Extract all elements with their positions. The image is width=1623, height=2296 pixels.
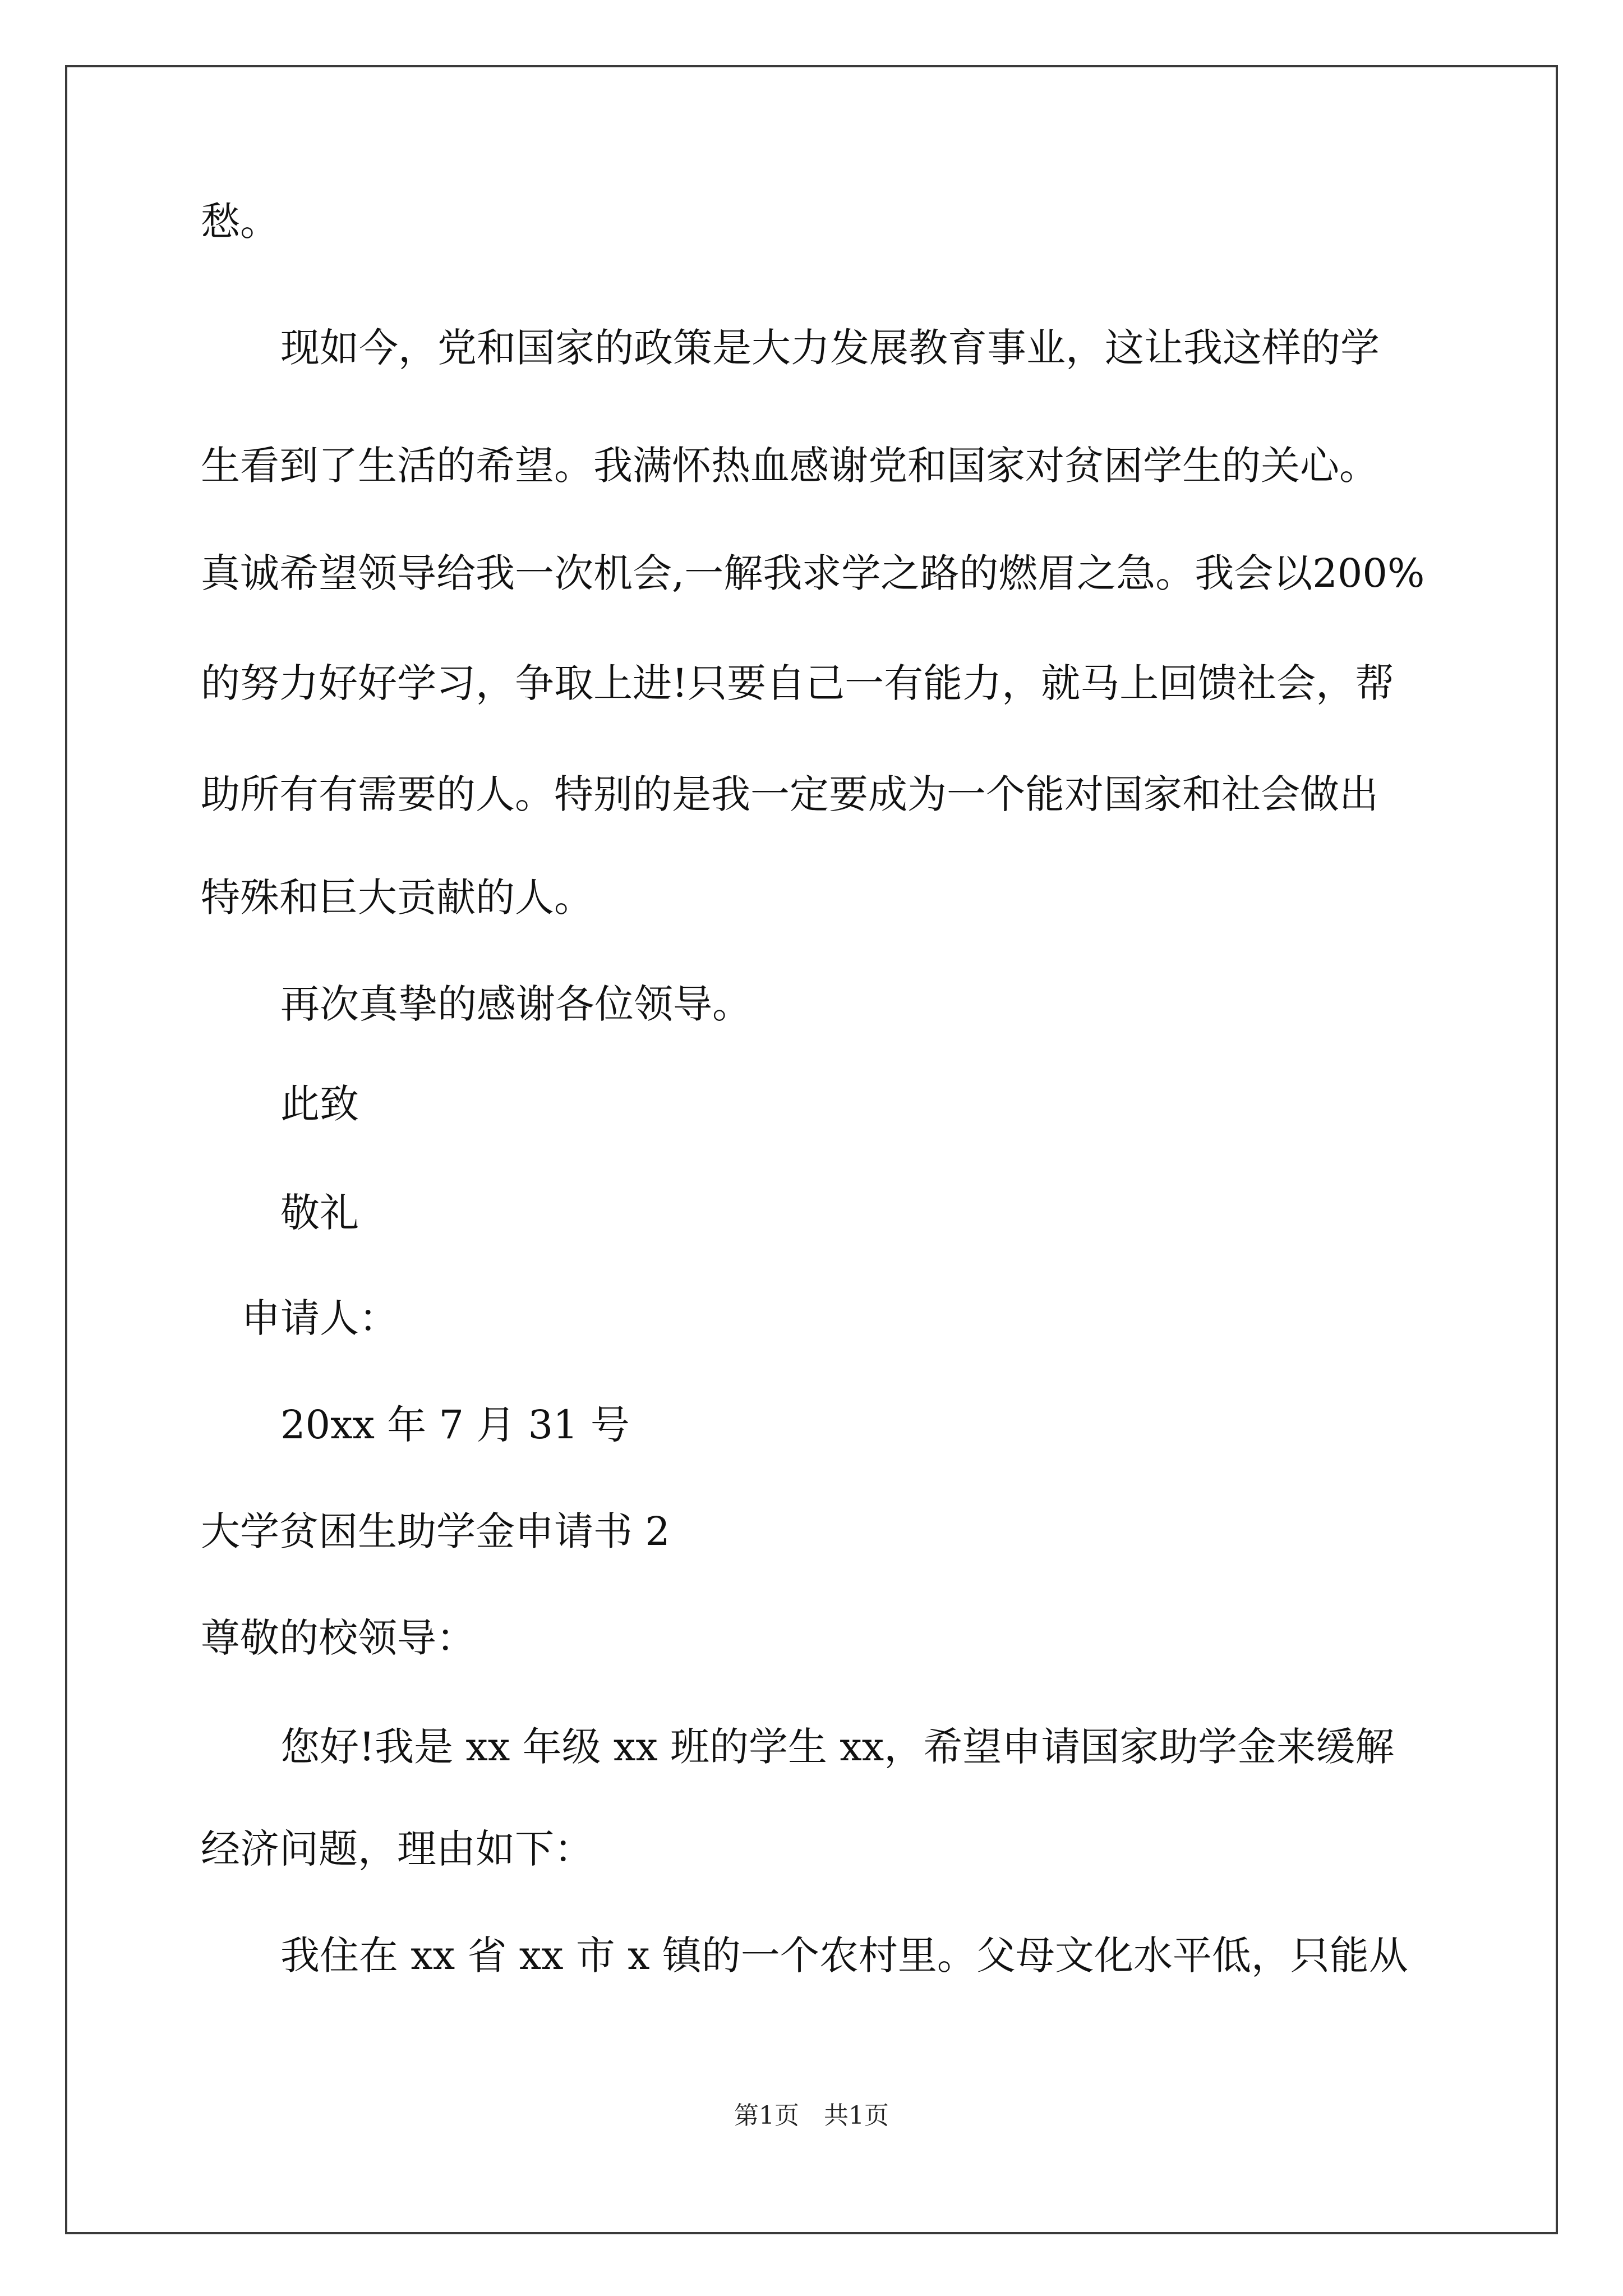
text-line: 愁。 [201,199,279,245]
text-line: 特殊和巨大贡献的人。 [201,875,593,921]
applicant-label: 申请人： [241,1295,398,1341]
greeting-line: 尊敬的校领导： [201,1615,476,1661]
text-line: 现如今，党和国家的政策是大力发展教育事业，这让我这样的学 [280,325,1380,371]
text-line: 的努力好好学习，争取上进!只要自己一有能力，就马上回馈社会，帮 [201,660,1395,706]
text-line: 您好!我是 xx 年级 xx 班的学生 xx，希望申请国家助学金来缓解 [280,1724,1395,1770]
text-line: 真诚希望领导给我一次机会,一解我求学之路的燃眉之急。我会以200% [201,550,1425,596]
page-border [65,65,1558,2234]
text-line: 生看到了生活的希望。我满怀热血感谢党和国家对贫困学生的关心。 [201,443,1378,489]
date-line: 20xx 年 7 月 31 号 [280,1402,630,1448]
text-line: 经济问题，理由如下： [201,1826,593,1872]
section-heading: 大学贫困生助学金申请书 2 [201,1508,670,1554]
text-line: 再次真挚的感谢各位领导。 [280,981,751,1027]
salutation-line: 此致 [280,1081,359,1127]
salutation-line: 敬礼 [280,1190,359,1236]
text-line: 我住在 xx 省 xx 市 x 镇的一个农村里。父母文化水平低，只能从 [280,1932,1408,1978]
page-footer: 第1页 共1页 [734,2101,889,2130]
text-line: 助所有有需要的人。特别的是我一定要成为一个能对国家和社会做出 [201,771,1378,817]
